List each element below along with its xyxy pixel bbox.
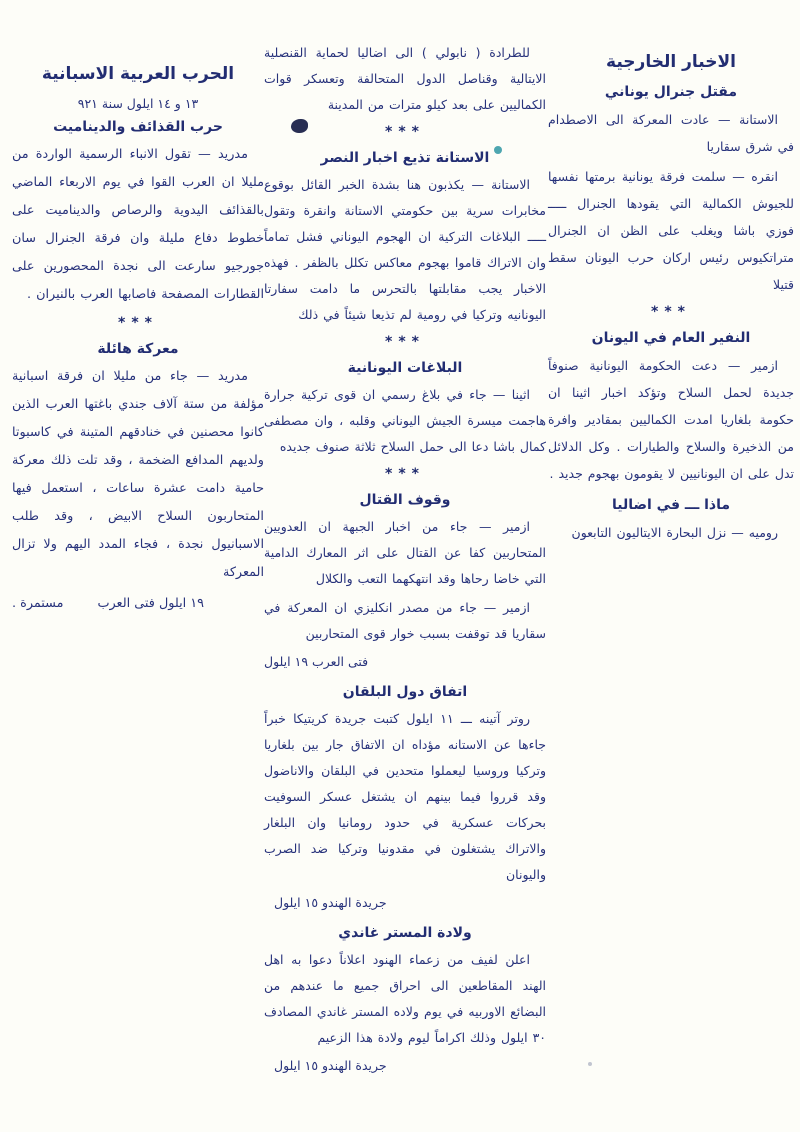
paragraph: اعلن لفيف من زعماء الهنود اعلاناً دعوا به اهل الهند المقاطعين الى احراق جميع ما عندهم من البضائع الاوربيه في يوم ولاده المستر غاندي المصادف ٣٠ ايلول وذلك اكراماً ليوم ولادة هذا الزعيم — [264, 952, 546, 1045]
section-fighting-stopped — [264, 492, 546, 674]
section-heading: الاستانة تذيع اخبار النصر — [320, 150, 490, 166]
attribution-fata-al-arab: فتى العرب ١٩ ايلول — [264, 654, 369, 669]
section-heading: مقتل جنرال يوناني — [604, 84, 738, 100]
teal-speck-artifact — [494, 146, 502, 154]
paragraph-tail: مستمرة . — [12, 596, 64, 611]
paragraph: مدريد — تقول الانباء الرسمية الواردة من مليلا ان العرب القوا في يوم الاربعاء الماضي بالقذائف اليدوية والرصاص والديناميت على خطوط دفاع مليلة وان فرقة الجنرال سان جورجيو سارعت الى نجدة المحصورين على القطارات المصفحة فاصابها العرب بالنيران . — [12, 147, 264, 302]
article-title-foreign-news: الاخبار الخارجية — [606, 52, 736, 72]
paragraph: ازمير — جاء من مصدر انكليزي ان المعركة في سقاريا قد توقفت بسبب خوار قوى المتحاربين — [264, 600, 546, 641]
paragraph: انقره — سلمت فرقة يونانية برمتها نفسها للجيوش الكمالية التي يقودها الجنرال ـــــ فوزي باشا ويغلب على الظن ان الجنرال متراتكيوس رئيس اركان حرب اليونان سقط قتيلا — [548, 169, 794, 292]
paragraph: روميه — نزل البحارة الايتاليون التابعون — [571, 525, 778, 540]
paragraph: روتر آتينه ـــ ١١ ايلول كتبت جريدة كريتيكا خبراً جاءها عن الاستانه مؤداه ان الاتفاق جار بين بلغاريا وتركيا وروسيا ليعملوا متحدين في البلقان والاناضول وقد قرروا فيما بينهم ان يشتغل عسكر السوفيت بحركات عسكرية في حدود رومانيا وان البلغار والاتراك يشتغلون في مقدونيا وتركيا ضد الصرب واليونان — [264, 711, 546, 882]
attribution-al-hindu: جريدة الهندو ١٥ ايلول — [274, 1058, 387, 1073]
star-separator: *** — [385, 334, 425, 350]
star-separator: *** — [385, 466, 425, 482]
paragraph: ازمير — دعت الحكومة اليونانية صنوفاً جديدة لحمل السلاح وتؤكد اخبار اثينا ان حكومة بلغاريا امدت الكماليين بمقادير وافرة من الذخيرة والسلاح والطيارات . وكل الدلائل تدل على ان اليونانيين لا يقومون بهجوم جديد . — [548, 358, 794, 481]
article-title-spanish-war: الحرب العربية الاسبانية — [41, 64, 235, 84]
gray-speck-artifact — [588, 1062, 592, 1066]
section-greek-mobilization — [548, 330, 794, 487]
paragraph: ازمير — جاء من اخبار الجبهة ان العدويين المتحاربين كفا عن القتال على اثر المعارك الدامية التي خاضا رحاها وقد انتهكهما التعب والكلال — [264, 519, 546, 586]
section-heading: وقوف القتال — [359, 492, 451, 508]
section-shells-dynamite — [12, 119, 264, 309]
star-separator: *** — [385, 124, 425, 140]
paragraph-last-line — [12, 590, 264, 618]
section-heading: حرب القذائف والديناميت — [53, 119, 223, 135]
section-heading: معركة هائلة — [97, 341, 179, 357]
paragraph: مدريد — جاء من مليلا ان فرقة اسبانية مؤلفة من ستة آلاف جندي باغتها العرب الذين كانوا محصنين في خنادقهم المتينة في كاسبوتا ولديهم المدافع الضخمة ، وقد تلت ذلك معركة حامية دامت عشرة ساعات ، استعمل فيها المتحاربون السلاح الابيض ، وقد طلب الاسبانيول نجدة ، فجاء المدد اليهم ولا تزال المعركة — [12, 369, 264, 580]
attribution-al-hindu: جريدة الهندو ١٥ ايلول — [274, 895, 387, 910]
section-general-killed — [548, 84, 794, 298]
section-heading: ماذا ـــ في اضاليا — [611, 497, 731, 513]
section-heading: ولادة المستر غاندي — [338, 925, 472, 941]
date-line: ١٣ و ١٤ ايلول سنة ٩٢١ — [77, 96, 199, 111]
star-separator: *** — [651, 304, 691, 320]
section-gandhi-birthday — [264, 925, 546, 1078]
section-huge-battle — [12, 341, 264, 618]
paragraph-continuation: للطرادة ( نابولي ) الى اضاليا لحماية القنصلية الايتالية وقناصل الدول المتحالفة وتعسكر قوات الكماليين على بعد كيلو مترات من المدينة — [264, 45, 546, 112]
section-istanbul-victory-news — [264, 150, 546, 328]
section-heading: النفير العام في اليونان — [591, 330, 751, 346]
column-middle — [264, 40, 546, 1082]
paragraph: اثينا — جاء في بلاغ رسمي ان قوى تركية جرارة هاجمت ميسرة الجيش اليوناني وقلبه ، وان مصطفى كمال باشا دعا الى حمل السلاح ثلاثة صنوف جديده — [264, 387, 546, 454]
column-foreign-news — [548, 52, 794, 549]
ink-smudge-artifact — [291, 119, 308, 133]
attribution-fata-al-arab: ١٩ ايلول فتى العرب — [97, 596, 205, 611]
section-heading: اتفاق دول البلقان — [342, 684, 468, 700]
section-balkan-agreement — [264, 684, 546, 915]
section-adalia — [548, 497, 794, 546]
column-spanish-war — [12, 64, 264, 618]
section-greek-communiques — [264, 360, 546, 460]
star-separator: *** — [118, 315, 158, 331]
section-heading: البلاغات اليونانية — [347, 360, 463, 376]
paragraph: الاستانة — عادت المعركة الى الاصطدام في شرق سقاريا — [548, 112, 794, 154]
paragraph: الاستانة — يكذبون هنا بشدة الخبر القائل بوقوع مخابرات سرية بين حكومتي الاستانة وانقرة وتقول ـــــ البلاغات التركية ان الهجوم اليوناني فشل تماماً وان الاتراك قاموا بهجوم معاكس تكلل بالظفر . فهذه الاخبار يجب مقابلتها بالتحرس ما دامت سفارتا اليونانيه وتركيا في رومية لم تذيعا شيئاً في ذلك — [264, 177, 546, 322]
